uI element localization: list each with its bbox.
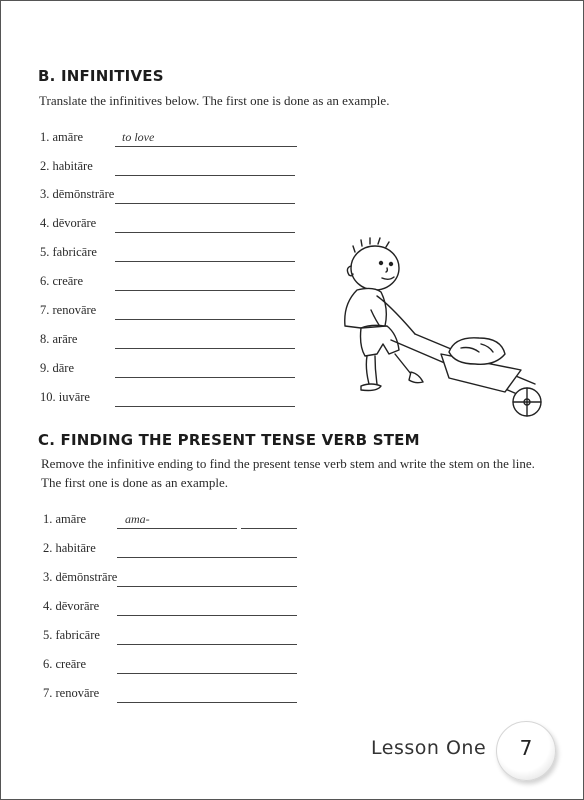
list-item bbox=[43, 512, 303, 530]
item-label: 3. dēmōnstrāre bbox=[43, 570, 118, 584]
list-item bbox=[40, 159, 300, 177]
answer-line[interactable] bbox=[115, 187, 295, 204]
answer-line[interactable] bbox=[117, 570, 297, 587]
item-label: 8. arāre bbox=[40, 332, 78, 346]
item-label: 1. amāre bbox=[43, 512, 87, 526]
item-label: 3. dēmōnstrāre bbox=[40, 187, 115, 201]
answer-line[interactable] bbox=[115, 361, 295, 378]
answer-line[interactable] bbox=[115, 216, 295, 233]
section-b-instructions: Translate the infinitives below. The first one is done as an example. bbox=[39, 93, 390, 108]
item-label: 2. habitāre bbox=[43, 541, 96, 555]
answer-line[interactable] bbox=[117, 686, 297, 703]
answer-line[interactable] bbox=[117, 657, 297, 674]
section-c-instructions: Remove the infinitive ending to find the present tense verb stem and write the stem on the line. The first one is done as an example. bbox=[41, 456, 535, 490]
item-label: 5. fabricāre bbox=[43, 628, 100, 642]
answer-line[interactable] bbox=[117, 599, 297, 616]
item-label: 9. dāre bbox=[40, 361, 75, 375]
item-label: 4. dēvorāre bbox=[43, 599, 100, 613]
list-item bbox=[43, 657, 303, 675]
list-item bbox=[43, 570, 303, 588]
answer-line[interactable] bbox=[115, 245, 295, 262]
list-item bbox=[40, 303, 300, 321]
item-label: 10. iuvāre bbox=[40, 390, 90, 404]
item-label: 2. habitāre bbox=[40, 159, 93, 173]
list-item bbox=[40, 274, 300, 292]
item-label: 1. amāre bbox=[40, 130, 84, 144]
item-label: 7. renovāre bbox=[43, 686, 100, 700]
page-number: 7 bbox=[519, 736, 533, 760]
answer-line[interactable] bbox=[117, 628, 297, 645]
item-label: 6. creāre bbox=[40, 274, 84, 288]
item-label: 6. creāre bbox=[43, 657, 87, 671]
list-item bbox=[40, 216, 300, 234]
item-label: 5. fabricāre bbox=[40, 245, 97, 259]
list-item bbox=[43, 541, 303, 559]
page-number-badge bbox=[496, 721, 556, 781]
list-item bbox=[40, 130, 300, 148]
answer-line[interactable] bbox=[115, 303, 295, 320]
boy-pushing-wheelbarrow-icon bbox=[331, 236, 556, 421]
item-label: 4. dēvorāre bbox=[40, 216, 97, 230]
example-answer: ama- bbox=[125, 512, 150, 526]
list-item bbox=[43, 628, 303, 646]
item-label: 7. renovāre bbox=[40, 303, 97, 317]
section-c-heading: C. FINDING THE PRESENT TENSE VERB STEM bbox=[38, 431, 420, 449]
answer-line[interactable] bbox=[115, 159, 295, 176]
list-item bbox=[40, 361, 300, 379]
list-item bbox=[40, 187, 300, 205]
answer-line[interactable] bbox=[117, 541, 297, 558]
answer-line-extension[interactable] bbox=[241, 512, 297, 529]
answer-line[interactable] bbox=[115, 332, 295, 349]
list-item bbox=[40, 332, 300, 350]
list-item bbox=[43, 599, 303, 617]
example-answer: to love bbox=[122, 130, 155, 144]
answer-line[interactable] bbox=[115, 390, 295, 407]
list-item bbox=[43, 686, 303, 704]
answer-line[interactable] bbox=[115, 274, 295, 291]
lesson-label: Lesson One bbox=[371, 737, 487, 759]
list-item bbox=[40, 245, 300, 263]
section-b-heading: B. INFINITIVES bbox=[38, 67, 164, 85]
list-item bbox=[40, 390, 300, 408]
